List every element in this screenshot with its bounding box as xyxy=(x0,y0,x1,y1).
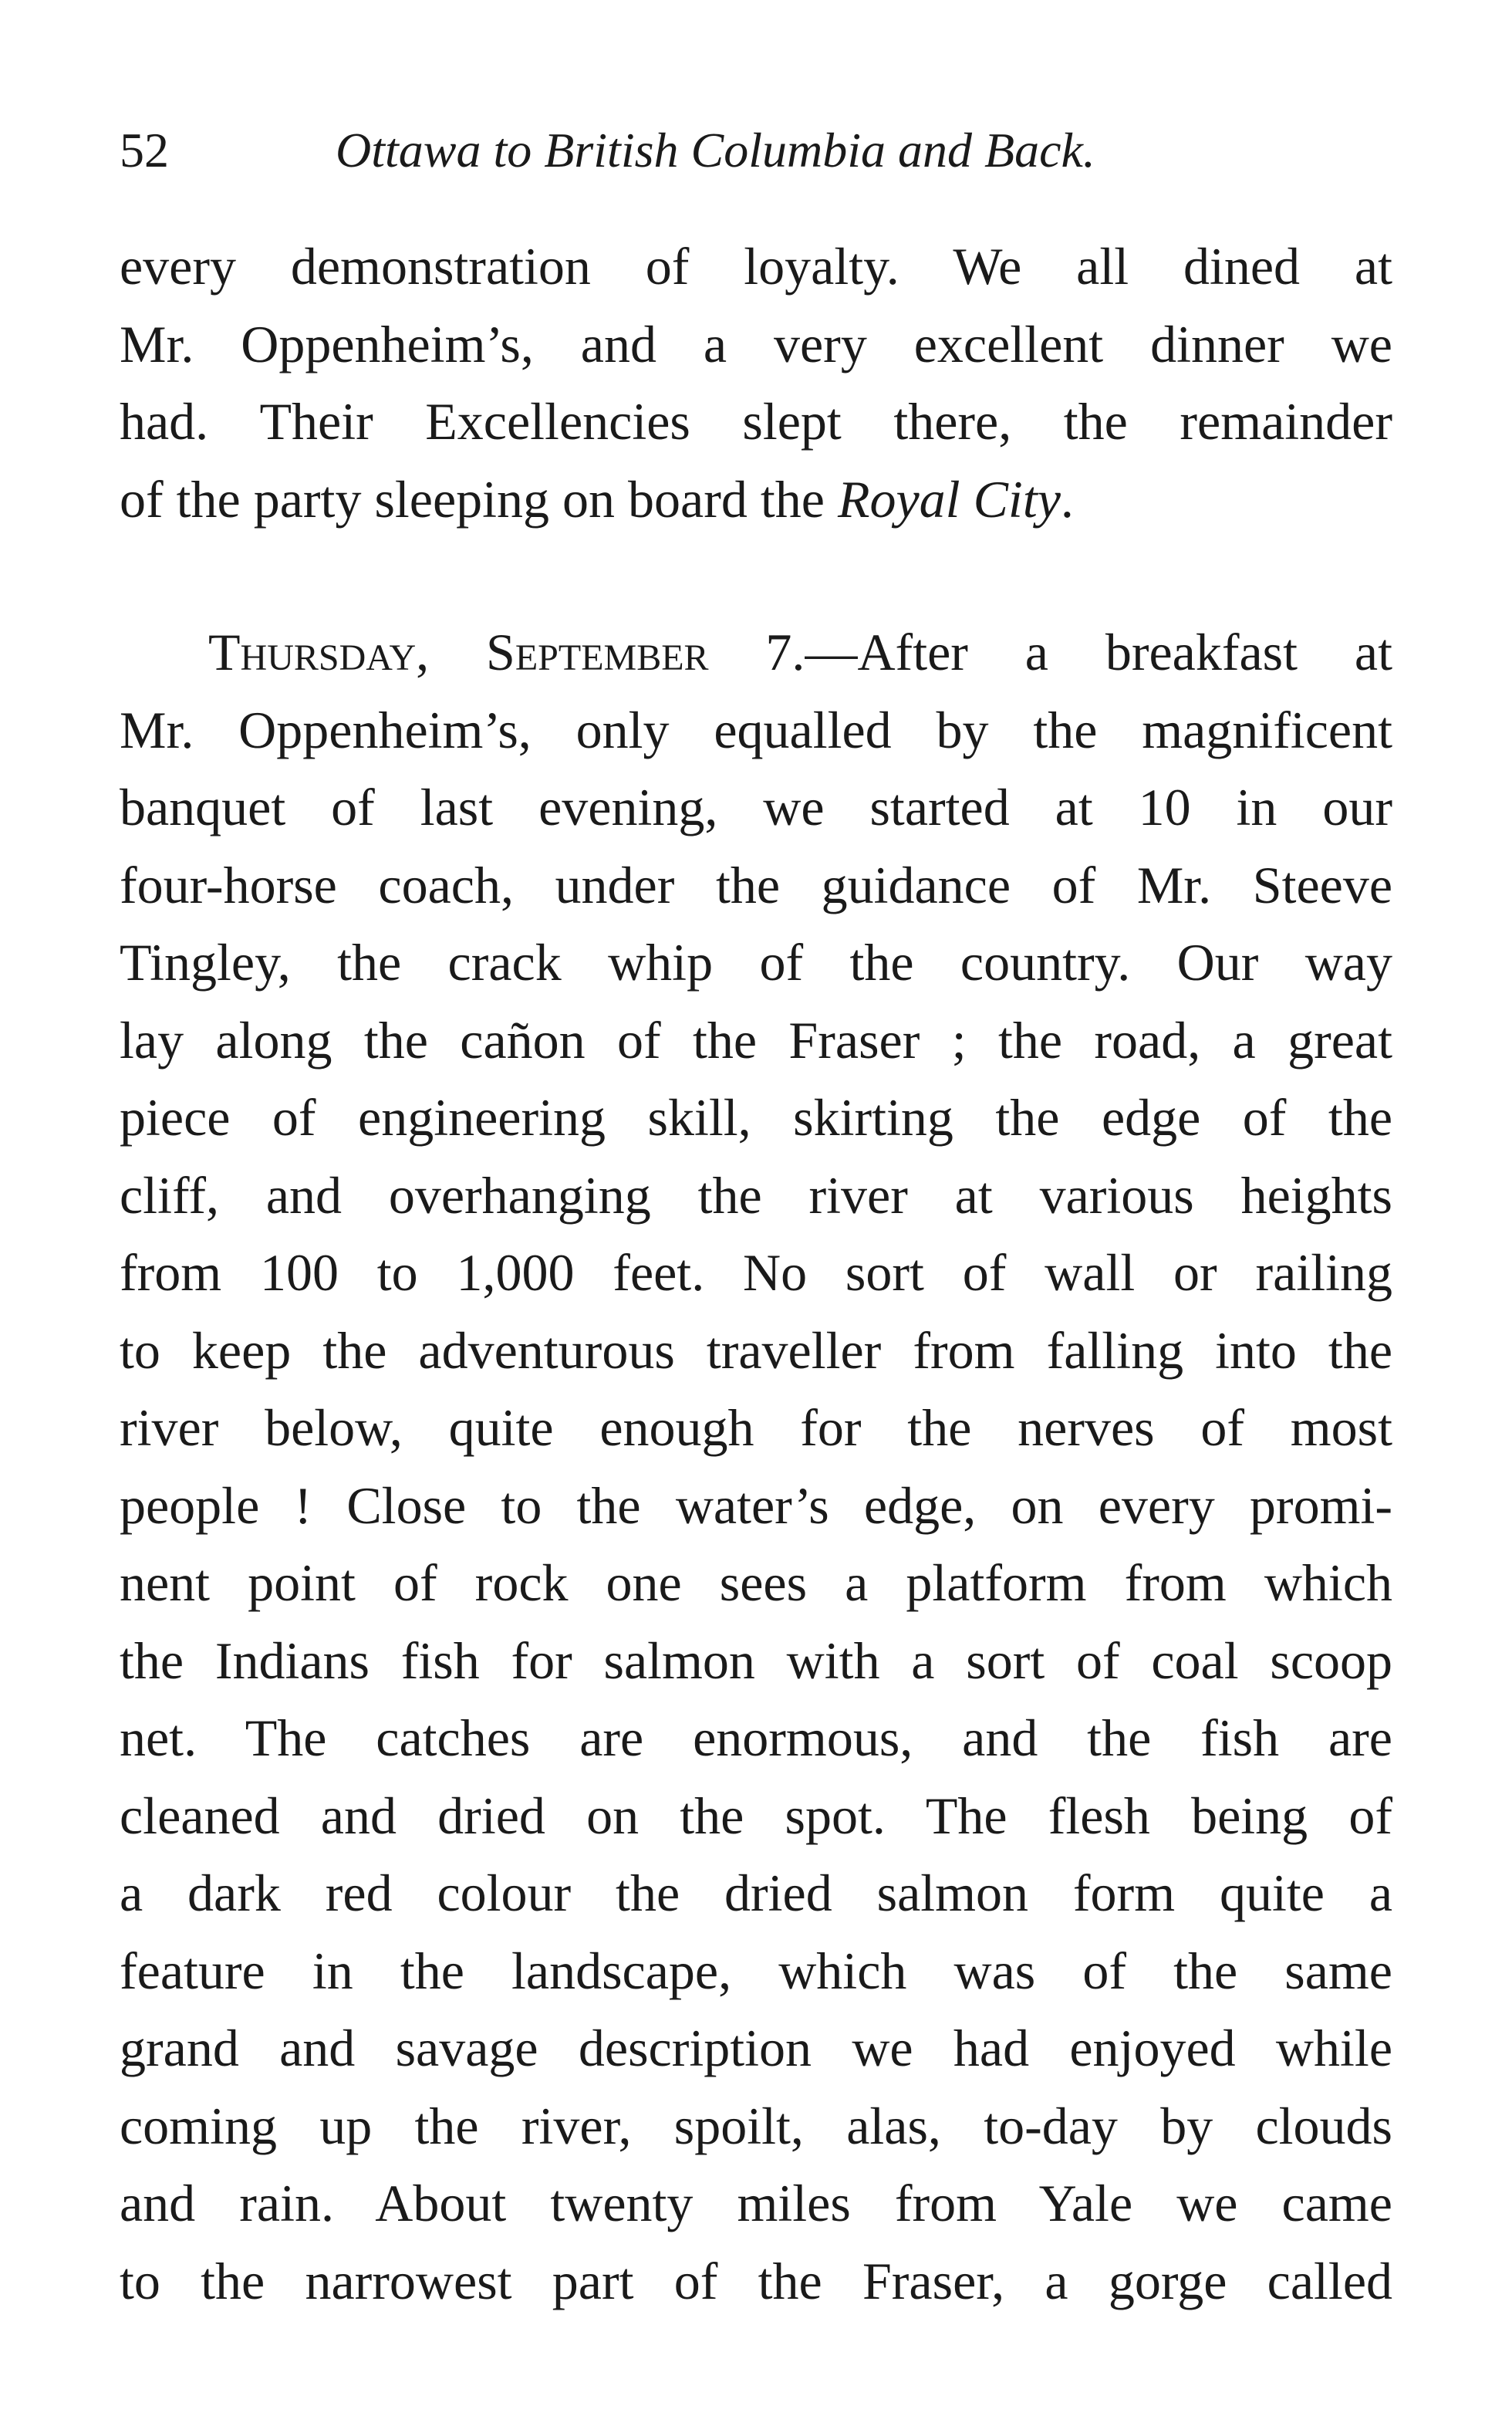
text-line: to the narrowest part of the Fraser, a gorge called xyxy=(120,2251,1392,2310)
text-fragment: . xyxy=(1060,469,1074,529)
ship-name: Royal City xyxy=(837,469,1061,529)
text-line: to keep the adventurous traveller from falling into the xyxy=(120,1320,1392,1380)
text-line: net. The catches are enormous, and the fish are xyxy=(120,1708,1392,1767)
text-fragment: of the party sleeping on board the xyxy=(120,469,838,529)
text-line: feature in the landscape, which was of the same xyxy=(120,1941,1392,2000)
text-line: nent point of rock one sees a platform from which xyxy=(120,1553,1392,1612)
page-number: 52 xyxy=(120,123,169,177)
text-line: piece of engineering skill, skirting the edge of the xyxy=(120,1088,1392,1147)
text-line: Tingley, the crack whip of the country. Our way xyxy=(120,933,1392,992)
text-line: from 100 to 1,000 feet. No sort of wall or railing xyxy=(120,1243,1392,1302)
text-line: grand and savage description we had enjoyed while xyxy=(120,2019,1392,2077)
text-line: banquet of last evening, we started at 10 in our xyxy=(120,778,1392,836)
text-line: and rain. About twenty miles from Yale we came xyxy=(120,2174,1392,2232)
text-line: the Indians fish for salmon with a sort of coal scoop xyxy=(120,1631,1392,1690)
paragraph-2 xyxy=(120,613,1392,2320)
text-line: a dark red colour the dried salmon form quite a xyxy=(120,1864,1392,1922)
text-line: people ! Close to the water’s edge, on every promi- xyxy=(120,1475,1392,1535)
text-line: had. Their Excellencies slept there, the remainder xyxy=(120,392,1392,451)
text-line: cliff, and overhanging the river at various heights xyxy=(120,1165,1392,1225)
page-header xyxy=(120,116,1392,185)
paragraph-1 xyxy=(120,228,1392,538)
text-line: Mr. Oppenheim’s, and a very excellent dinner we xyxy=(120,314,1392,373)
running-title: Ottawa to British Columbia and Back. xyxy=(336,123,1095,177)
text-line xyxy=(120,613,1392,691)
text-fragment: —After a breakfast at xyxy=(805,623,1392,681)
text-line: lay along the cañon of the Fraser ; the road, a great xyxy=(120,1010,1392,1070)
day-heading: Thursday, September 7. xyxy=(208,623,805,681)
text-line: cleaned and dried on the spot. The flesh being of xyxy=(120,1786,1392,1845)
text-line: four-horse coach, under the guidance of Mr. Steeve xyxy=(120,855,1392,914)
text-line: river below, quite enough for the nerves of most xyxy=(120,1398,1392,1457)
text-line xyxy=(120,461,1392,539)
text-line: every demonstration of loyalty. We all dined at xyxy=(120,237,1392,296)
text-line: coming up the river, spoilt, alas, to-day by clouds xyxy=(120,2096,1392,2155)
text-line: Mr. Oppenheim’s, only equalled by the magnificent xyxy=(120,700,1392,759)
